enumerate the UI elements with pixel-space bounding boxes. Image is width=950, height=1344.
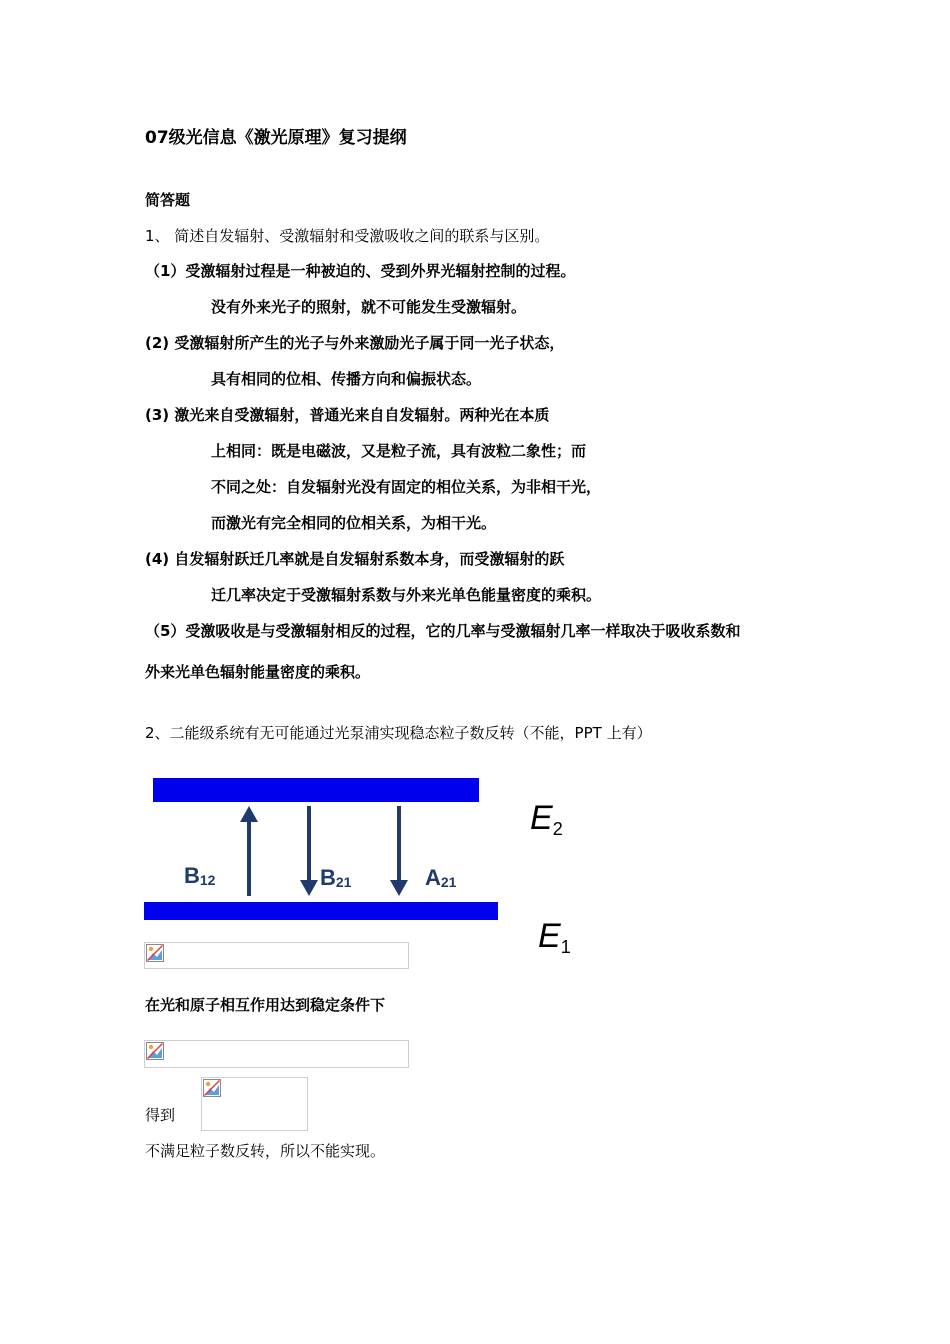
answer-1-point-2-line-2: 具有相同的位相、传播方向和偏振状态。 — [211, 370, 482, 388]
broken-image-icon — [203, 1079, 221, 1097]
equation-image-3 — [201, 1077, 308, 1131]
answer-1-point-3-line-1: (3) 激光来自受激辐射，普通光来自自发辐射。两种光在本质 — [145, 406, 550, 424]
answer-1-point-5-line-1: （5）受激吸收是与受激辐射相反的过程，它的几率与受激辐射几率一样取决于吸收系数和 — [145, 622, 741, 640]
answer-1-point-2-line-1: (2) 受激辐射所产生的光子与外来激励光子属于同一光子状态， — [145, 334, 565, 352]
label-b21: $B_{21}$ — [320, 865, 352, 890]
conclusion-text: 不满足粒子数反转，所以不能实现。 — [145, 1142, 386, 1160]
answer-1-point-1-line-2: 没有外来光子的照射，就不可能发生受激辐射。 — [211, 298, 527, 316]
obtain-text: 得到 — [145, 1106, 176, 1124]
question-2: 2、二能级系统有无可能通过光泵浦实现稳态粒子数反转（不能，PPT 上有） — [145, 724, 652, 742]
upper-level-bar — [153, 778, 479, 802]
label-e2: $E_2$ — [530, 799, 563, 839]
label-b12: $B_{12}$ — [184, 863, 216, 888]
label-e1: $E_1$ — [538, 917, 571, 957]
broken-image-icon — [146, 1042, 164, 1060]
lower-level-bar — [144, 902, 498, 920]
answer-1-point-1-line-1: （1）受激辐射过程是一种被迫的、受到外界光辐射控制的过程。 — [145, 262, 576, 280]
arrow-down-b21 — [300, 806, 318, 896]
answer-1-point-4-line-2: 迁几率决定于受激辐射系数与外来光单色能量密度的乘积。 — [211, 586, 602, 604]
label-a21: $A_{21}$ — [425, 865, 457, 890]
question-1: 1、 简述自发辐射、受激辐射和受激吸收之间的联系与区别。 — [145, 227, 550, 245]
answer-1-point-5-line-2: 外来光单色辐射能量密度的乘积。 — [145, 663, 371, 681]
answer-1-point-4-line-1: (4) 自发辐射跃迁几率就是自发辐射系数本身，而受激辐射的跃 — [145, 550, 565, 568]
document-title: 07级光信息《激光原理》复习提纲 — [145, 128, 407, 148]
equation-image-2 — [144, 1040, 409, 1068]
equation-image-1 — [144, 942, 409, 969]
section-heading: 简答题 — [145, 191, 191, 209]
answer-1-point-3-line-4: 而激光有完全相同的位相关系，为相干光。 — [211, 514, 497, 532]
broken-image-icon — [146, 944, 164, 962]
arrow-up-b12 — [240, 806, 258, 896]
answer-1-point-3-line-2: 上相同：既是电磁波，又是粒子流，具有波粒二象性；而 — [211, 442, 587, 460]
answer-1-point-3-line-3: 不同之处：自发辐射光没有固定的相位关系，为非相干光， — [211, 478, 602, 496]
stable-condition-text: 在光和原子相互作用达到稳定条件下 — [145, 996, 386, 1014]
arrow-down-a21 — [390, 806, 408, 896]
